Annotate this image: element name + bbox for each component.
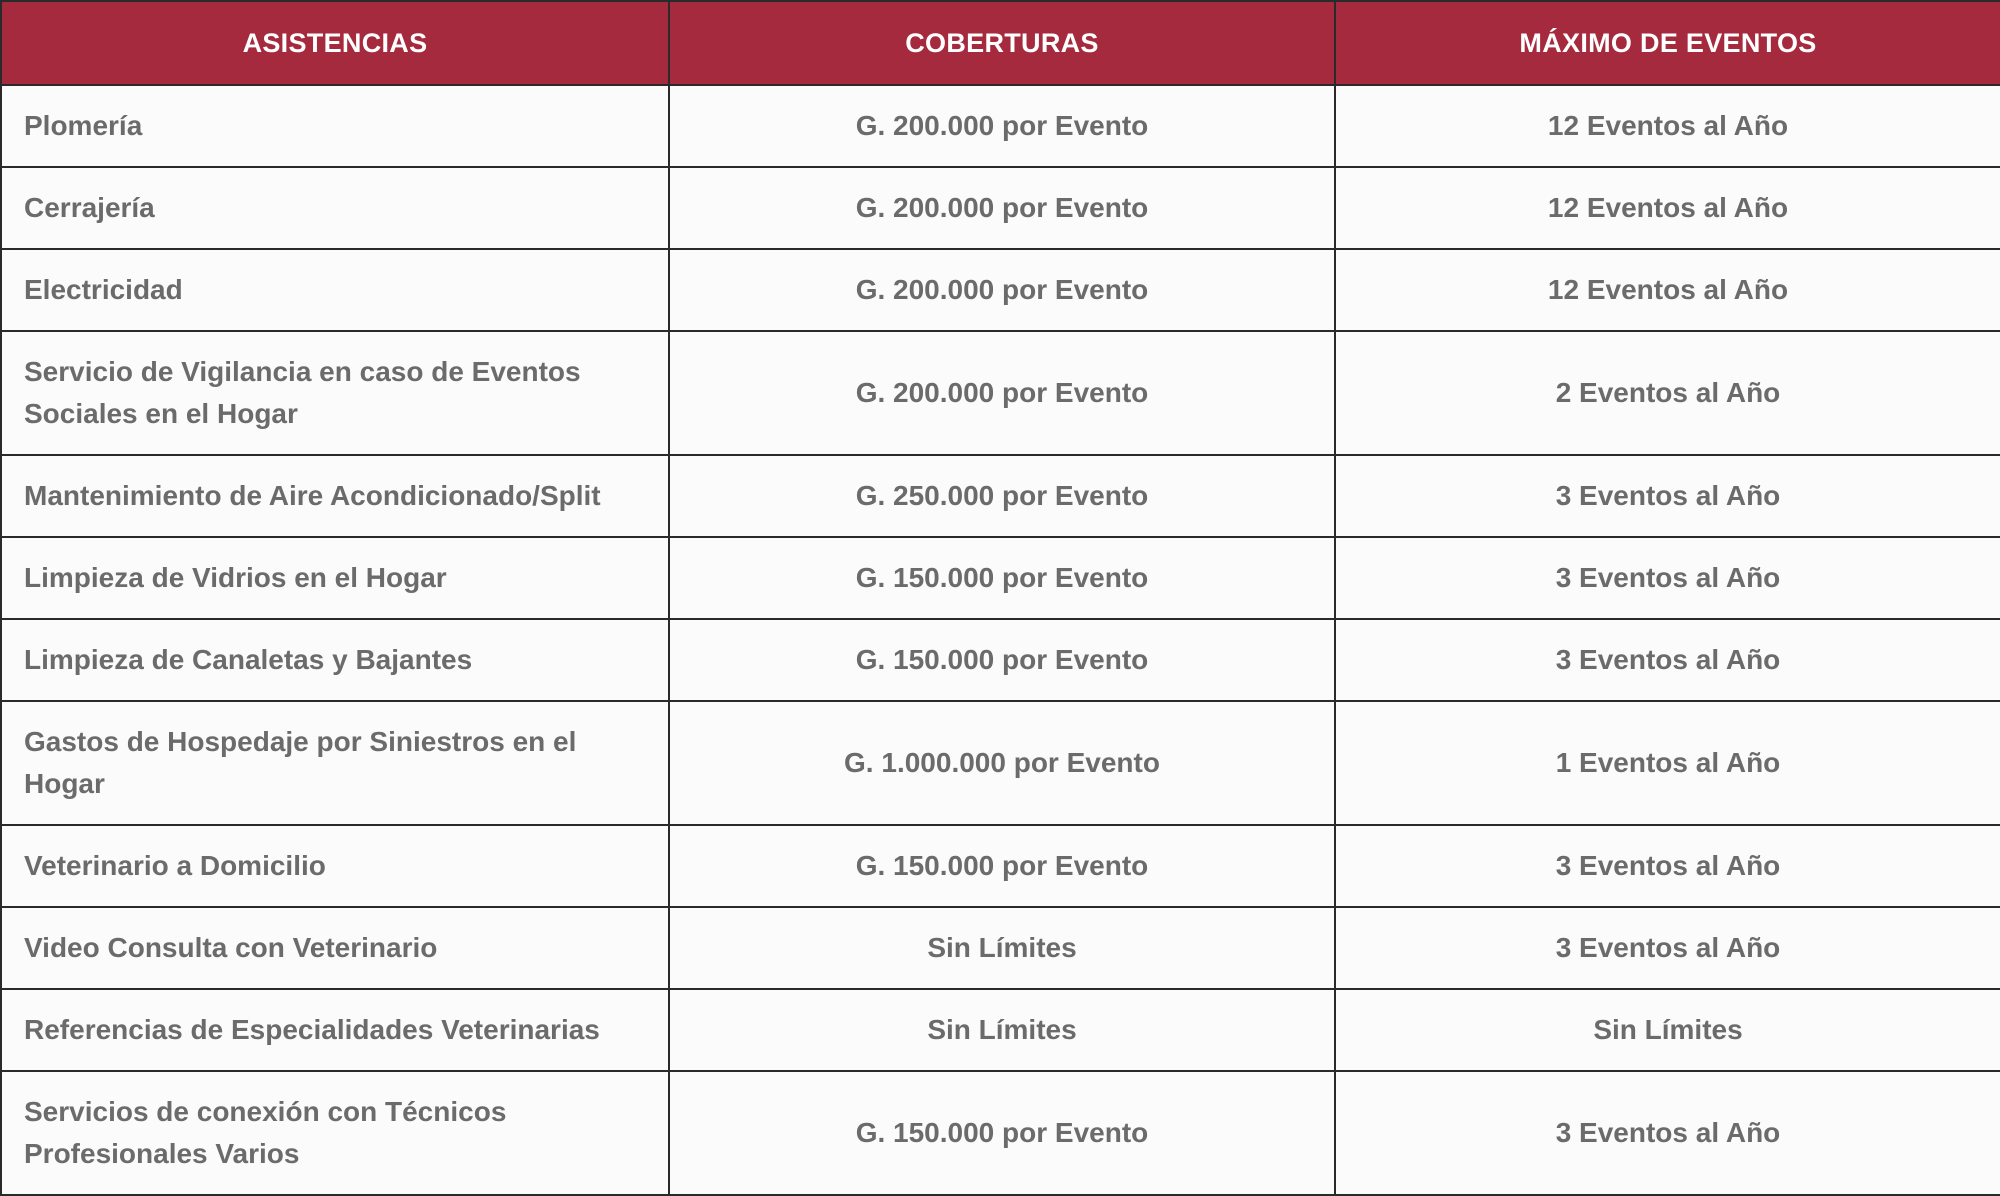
cell-cobertura: G. 150.000 por Evento	[669, 1071, 1335, 1195]
header-maximo-eventos: MÁXIMO DE EVENTOS	[1335, 1, 2000, 85]
cell-maximo: 12 Eventos al Año	[1335, 167, 2000, 249]
cell-cobertura: G. 200.000 por Evento	[669, 249, 1335, 331]
cell-asistencia: Veterinario a Domicilio	[1, 825, 669, 907]
table-body	[1, 85, 2000, 1195]
header-asistencias: ASISTENCIAS	[1, 1, 669, 85]
table-row	[1, 85, 2000, 167]
cell-cobertura: G. 1.000.000 por Evento	[669, 701, 1335, 825]
cell-cobertura: G. 200.000 por Evento	[669, 331, 1335, 455]
cell-asistencia: Mantenimiento de Aire Acondicionado/Split	[1, 455, 669, 537]
cell-cobertura: G. 150.000 por Evento	[669, 619, 1335, 701]
cell-asistencia: Limpieza de Vidrios en el Hogar	[1, 537, 669, 619]
cell-asistencia: Referencias de Especialidades Veterinarias	[1, 989, 669, 1071]
table-row	[1, 1071, 2000, 1195]
cell-maximo: 12 Eventos al Año	[1335, 85, 2000, 167]
cell-asistencia: Limpieza de Canaletas y Bajantes	[1, 619, 669, 701]
cell-asistencia: Plomería	[1, 85, 669, 167]
table-row	[1, 989, 2000, 1071]
cell-cobertura: G. 200.000 por Evento	[669, 167, 1335, 249]
cell-maximo: 2 Eventos al Año	[1335, 331, 2000, 455]
table-row	[1, 825, 2000, 907]
cell-asistencia: Servicios de conexión con Técnicos Profesionales Varios	[1, 1071, 669, 1195]
cell-cobertura: G. 150.000 por Evento	[669, 825, 1335, 907]
cell-maximo: 3 Eventos al Año	[1335, 907, 2000, 989]
table-row	[1, 167, 2000, 249]
table-row	[1, 249, 2000, 331]
header-row	[1, 1, 2000, 85]
cell-asistencia: Cerrajería	[1, 167, 669, 249]
header-coberturas: COBERTURAS	[669, 1, 1335, 85]
table-row	[1, 331, 2000, 455]
cell-cobertura: G. 250.000 por Evento	[669, 455, 1335, 537]
table-row	[1, 619, 2000, 701]
cell-maximo: Sin Límites	[1335, 989, 2000, 1071]
table-row	[1, 537, 2000, 619]
cell-maximo: 3 Eventos al Año	[1335, 455, 2000, 537]
cell-maximo: 1 Eventos al Año	[1335, 701, 2000, 825]
cell-asistencia: Video Consulta con Veterinario	[1, 907, 669, 989]
cell-asistencia: Gastos de Hospedaje por Siniestros en el Hogar	[1, 701, 669, 825]
cell-maximo: 3 Eventos al Año	[1335, 825, 2000, 907]
cell-asistencia: Servicio de Vigilancia en caso de Eventos Sociales en el Hogar	[1, 331, 669, 455]
cell-cobertura: Sin Límites	[669, 907, 1335, 989]
cell-maximo: 3 Eventos al Año	[1335, 619, 2000, 701]
table-row	[1, 701, 2000, 825]
cell-maximo: 3 Eventos al Año	[1335, 537, 2000, 619]
table-row	[1, 907, 2000, 989]
table-row	[1, 455, 2000, 537]
table-header	[1, 1, 2000, 85]
cell-asistencia: Electricidad	[1, 249, 669, 331]
cell-maximo: 12 Eventos al Año	[1335, 249, 2000, 331]
cell-cobertura: Sin Límites	[669, 989, 1335, 1071]
cell-maximo: 3 Eventos al Año	[1335, 1071, 2000, 1195]
cell-cobertura: G. 200.000 por Evento	[669, 85, 1335, 167]
cell-cobertura: G. 150.000 por Evento	[669, 537, 1335, 619]
